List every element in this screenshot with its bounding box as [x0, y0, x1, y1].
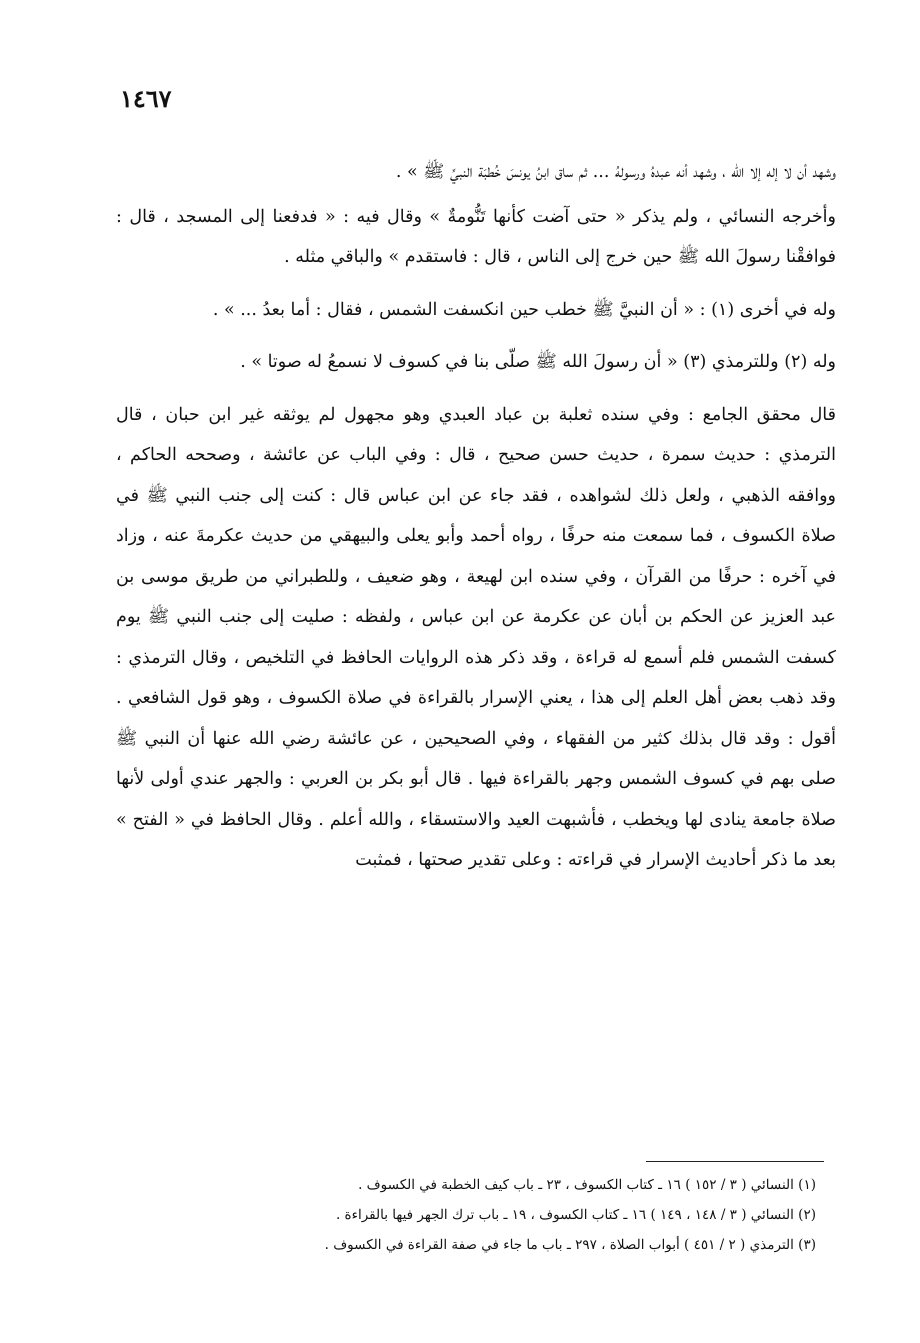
paragraph-3: وله في أخرى (١) : « أن النبيَّ ﷺ خطب حين انكسفت الشمس ، فقال : أما بعدُ ... » .: [212, 299, 836, 320]
main-text: [116, 152, 836, 893]
paragraph-5: قال محقق الجامع : وفي سنده ثعلبة بن عباد العبدي وهو مجهول لم يوثقه غير ابن حبان ، قال الترمذي : حديث سمرة ، حديث حسن صحيح ، قال : وفي الباب عن عائشة ، وصححه الحاكم ، ووافقه الذهبي ، ولعل ذلك لشواهده ، فقد جاء عن ابن عباس قال : كنت إلى جنب النبي ﷺ في صلاة الكسوف ، فما سمعت منه حرفًا ، رواه أحمد وأبو يعلى والبيهقي من حديث عكرمةَ عنه ، وزاد في آخره : حرفًا من القرآن ، وفي سنده ابن لهيعة ، وهو ضعيف ، وللطبراني من طريق موسى بن عبد العزيز عن الحكم بن أبان عن عكرمة عن ابن عباس ، ولفظه : صليت إلى جنب النبي ﷺ يوم كسفت الشمس فلم أسمع له قراءة ، وقد ذكر هذه الروايات الحافظ في التلخيص ، وقال الترمذي : وقد ذهب بعض أهل العلم إلى هذا ، يعني الإسرار بالقراءة في صلاة الكسوف ، وهو قول الشافعي . أقول : وقد قال بذلك كثير من الفقهاء ، وفي الصحيحين ، عن عائشة رضي الله عنها أن النبي ﷺ صلى بهم في كسوف الشمس وجهر بالقراءة فيها . قال أبو بكر بن العربي : والجهر عندي أولى لأنها صلاة جامعة ينادى لها ويخطب ، فأشبهت العيد والاستسقاء ، والله أعلم . وقال الحافظ في « الفتح » بعد ما ذكر أحاديث الإسرار في قراءته : وعلى تقدير صحتها ، فمثبت: [116, 404, 836, 870]
footnote-2: (٢) النسائي ( ٣ / ١٤٨ ، ١٤٩ ) ١٦ ـ كتاب الكسوف ، ١٩ ـ باب ترك الجهر فيها بالقراءة .: [335, 1207, 816, 1223]
page-number: ١٤٦٧: [120, 84, 172, 113]
footnote-1: (١) النسائي ( ٣ / ١٥٢ ) ١٦ ـ كتاب الكسوف ، ٢٣ ـ باب كيف الخطبة في الكسوف .: [358, 1177, 816, 1193]
paragraph-4: وله (٢) وللترمذي (٣) « أن رسولَ الله ﷺ صلّى بنا في كسوف لا نسمعُ له صوتا » .: [240, 352, 836, 372]
paragraph-2: وأخرجه النسائي ، ولم يذكر « حتى آضت كأنها تَنُّومةٌ » وقال فيه : « فدفعنا إلى المسجد ، قال : فوافقْنا رسولَ الله ﷺ حين خرج إلى الناس ، قال : فاستقدم » والباقي مثله .: [116, 206, 836, 267]
footnotes: [116, 1170, 816, 1260]
paragraph-1: وشهد أن لا إله إلا الله ، وشهد أنه عبدهُ ورسولهُ ... ثم ساق ابنُ يونسَ خُطبَة النبيِّ ﷺ » .: [395, 162, 836, 182]
footnote-3: (٣) الترمذي ( ٢ / ٤٥١ ) أبواب الصلاة ، ٢٩٧ ـ باب ما جاء في صفة القراءة في الكسوف .: [324, 1237, 816, 1253]
footnote-divider: [646, 1161, 824, 1162]
